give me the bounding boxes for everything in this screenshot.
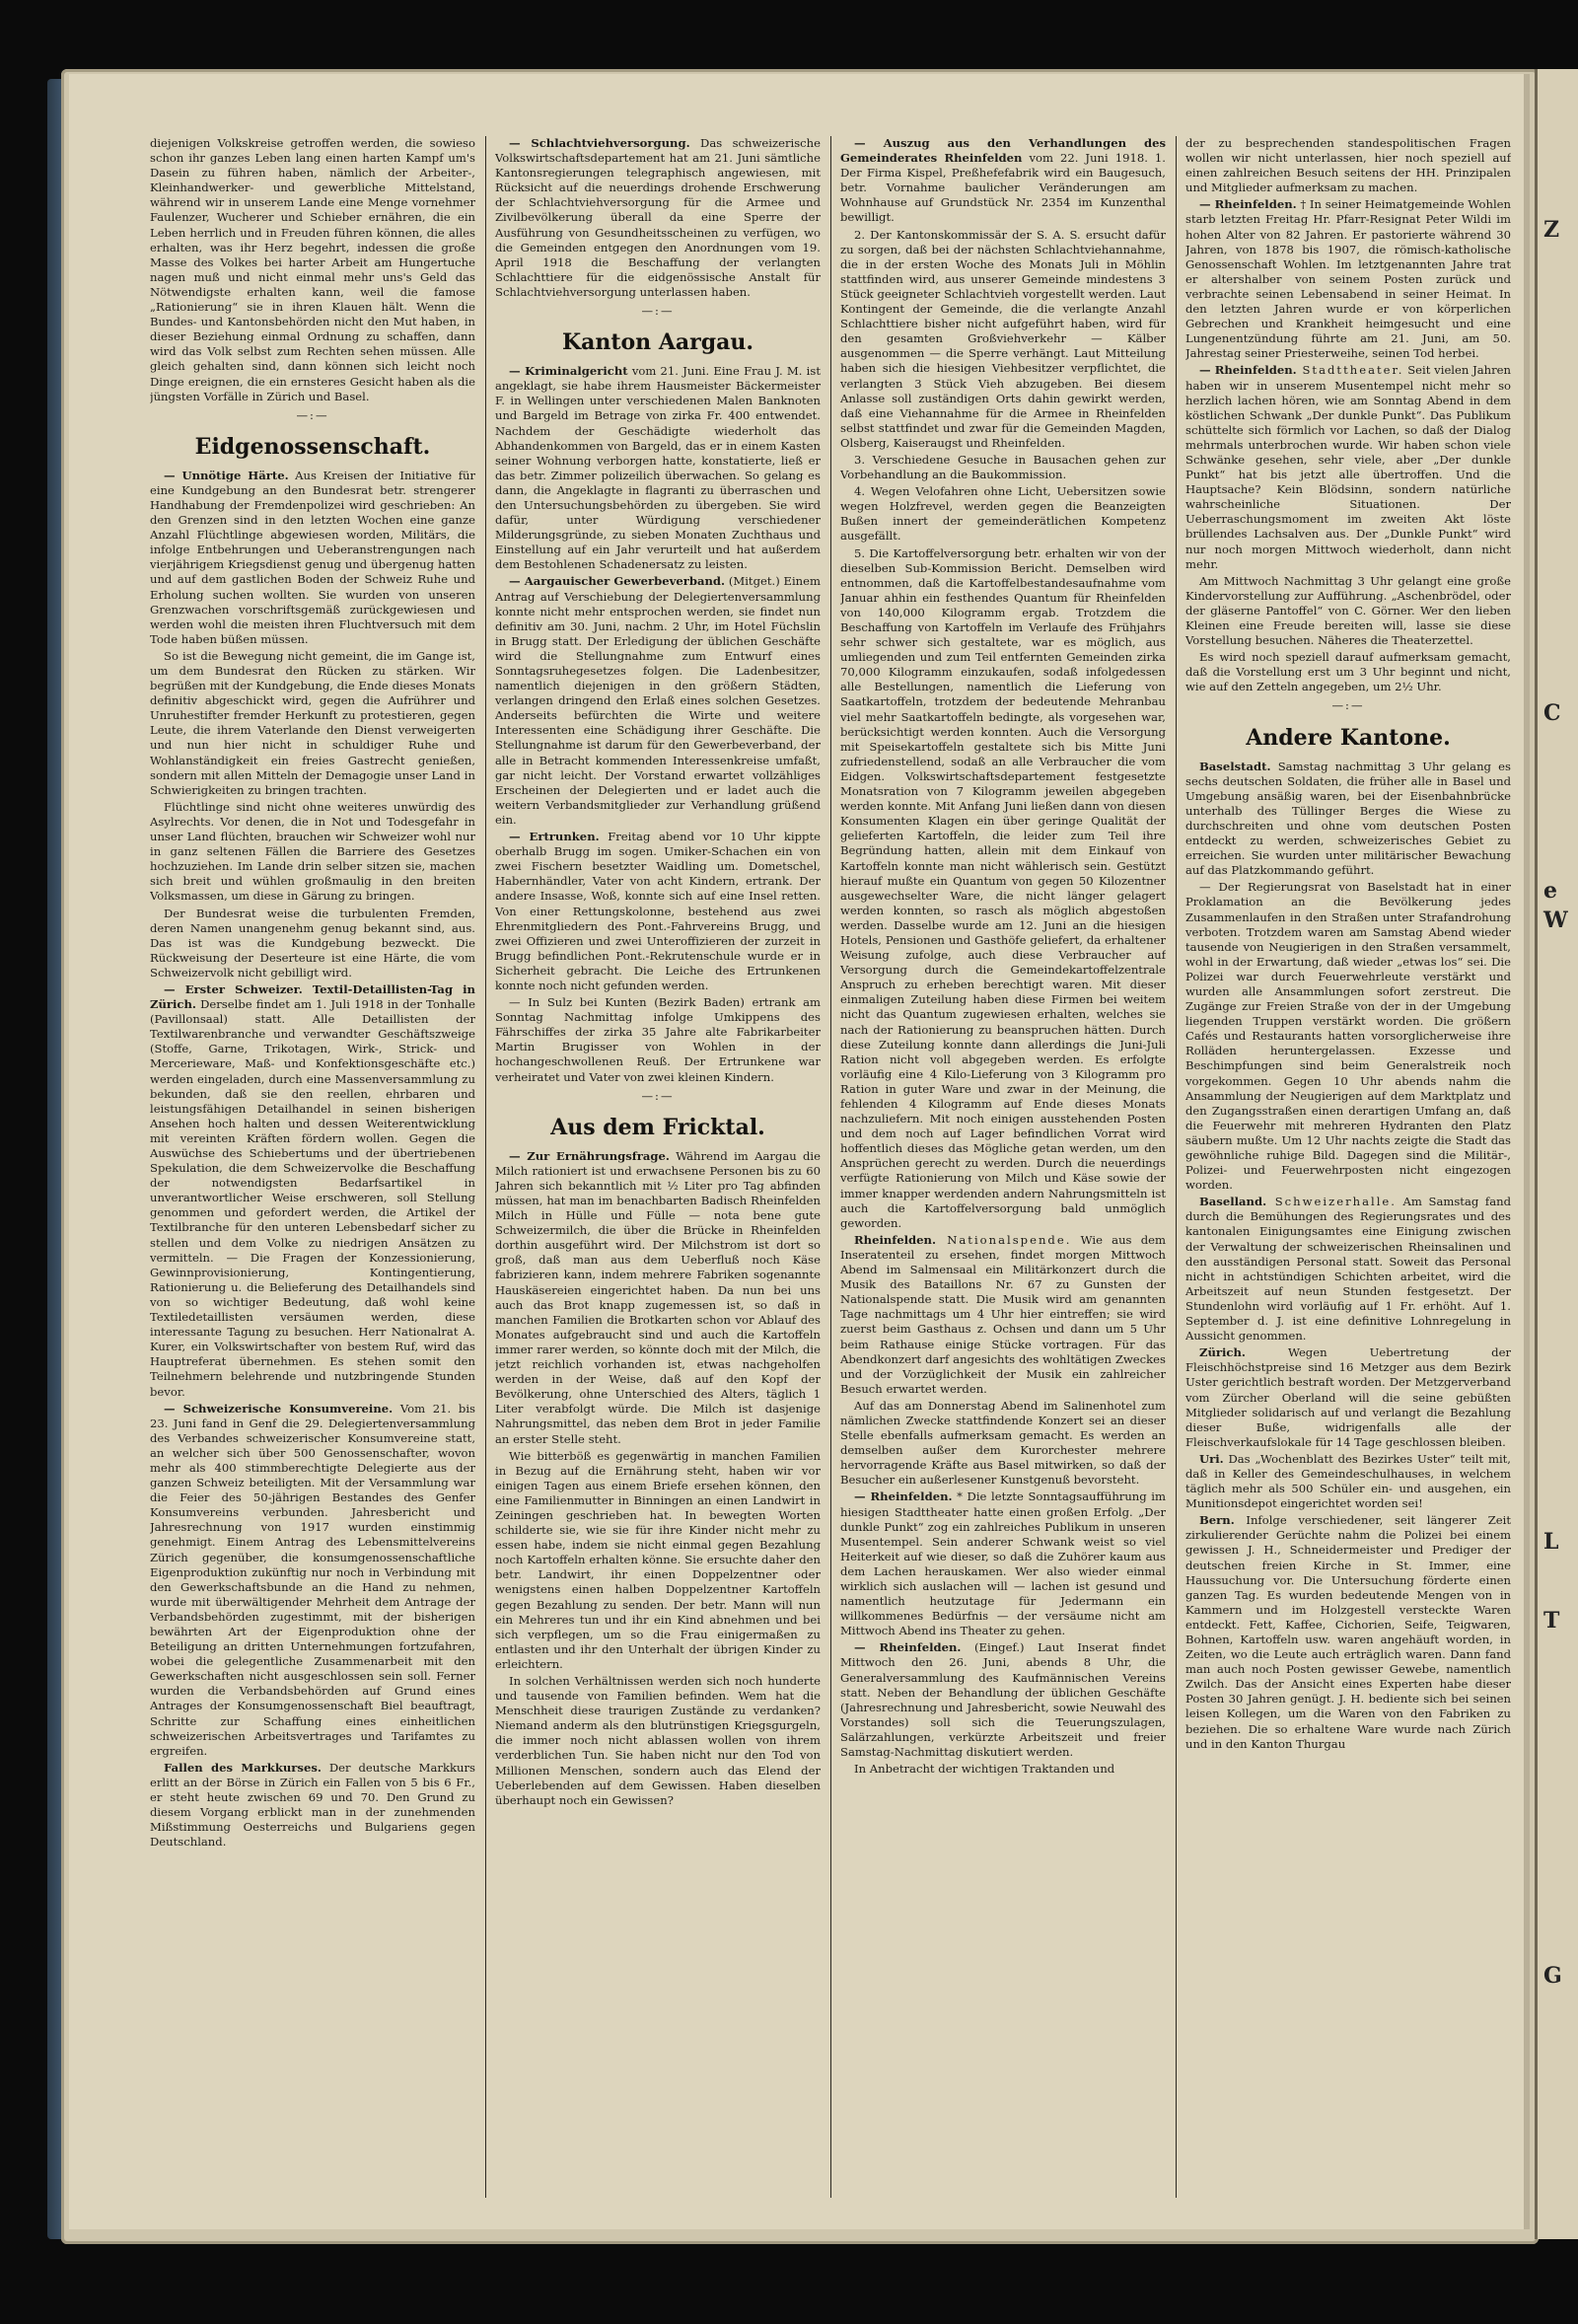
article-lead: — Erster Schweizer. Textil-Detaillisten-Tag in Zürich. (150, 981, 475, 1012)
article-lead: — Schlachtviehversorgung. (509, 136, 690, 150)
article-body: Während im Aargau die Milch rationiert ist und erwachsene Personen bis zu 60 Jahren sich bekanntlich mit ½ Liter pro Tag abfinden müssen, hat man im benachbarten Badisch Rheinfelden Milch in Hülle und Fülle — nota bene gute Schweizermilch, die über die Brücke in Rheinfelden dorthin ausgeführt wird. Der Milchstrom ist dort so groß, daß man aus dem Ueberfluß noch Käse fabrizieren kann, indem mehrere Fabriken sogenannte Hauskäsereien eingerichtet haben. Da nun bei uns auch das Brot knapp zugemessen ist, so daß in manchen Familien die Brotkarten schon vor Ablauf des Monates aufgebraucht sind und auch die Kartoffeln immer rarer werden, so könnte doch mit der Milch, die jetzt reichlich vorhanden ist, etwas nachgeholfen werden in der Weise, daß auf den Kopf der Bevölkerung, ohne Unterschied des Alters, täglich 1 Liter verabfolgt würde. Die Milch ist dasjenige Nahrungsmittel, das neben dem Brot in jeder Familie an erster Stelle steht. (495, 1148, 821, 1446)
article-lead: — Rheinfelden. (854, 1640, 962, 1655)
article (150, 1761, 475, 1851)
article-lead: Zürich. (1199, 1345, 1246, 1360)
paragraph: Auf das am Donnerstag Abend im Salinenhotel zum nämlichen Zwecke stattfindende Konzert sei an dieser Stelle ebenfalls aufmerksam gemacht. Es werden an demselben außer dem Kurorchester mehrere hervorragende Kräfte aus Basel mitwirken, so daß der Besucher ein außerlesener Kunstgenuß bevorsteht. (840, 1398, 1166, 1488)
column-rule (1176, 136, 1177, 2198)
article-body: Am Samstag fand durch die Bemühungen des Regierungsrates und des kantonalen Einigungsamtes eine Einigung zwischen der Verwaltung der schweizerischen Rheinsalinen und den ausständigen Personal statt. Soweit das Personal nicht in achtstündigen Schichten arbeitet, wird die Arbeitszeit auf neun Stunden festgesetzt. Der Stundenlohn wird vorläufig auf 1 Fr. erhöht. Auf 1. September d. J. ist eine definitive Lohnregelung in Aussicht genommen. (1185, 1195, 1511, 1344)
article (495, 574, 821, 828)
paragraph: diejenigen Volkskreise getroffen werden, die sowieso schon ihr ganzes Leben lang einen harten Kampf um's Dasein zu führen haben, nämlich der Arbeiter-, Kleinhandwerker- und gewerbliche Mittelstand, während wir in unserem Lande eine Menge vornehmer Faulenzer, Wucherer und Schieber ernähren, die ein Leben herrlich und in Freuden führen können, die alles erhalten, was ihr Herz begehrt, indessen die große Masse des Volkes bei harter Arbeit am Hungertuche nagen muß und nicht einmal mehr uns's Geld das Nötwendigste erhalten kann, weil die famose „Rationierung“ sie in ihren Klauen hält. Wenn die Bundes- und Kantonsbehörden nicht den Mut haben, in dieser Beziehung einmal Ordnung zu schaffen, dann wird das Volk selbst zum Rechten sehen müssen. Alle gleich gehalten sind, dann können sich leicht noch Dinge ereignen, die ein ernsteres Gesicht haben als die jüngsten Vorfälle in Zürich und Basel. (150, 136, 475, 403)
article (1185, 1513, 1511, 1752)
article-subject: Schweizerhalle. (1266, 1195, 1397, 1209)
facing-fragment: G (1543, 1963, 1562, 1989)
article-body: Das schweizerische Volkswirtschaftsdepartement hat am 21. Juni sämtliche Kantonsregierungen telegraphisch angewiesen, mit Rücksicht auf die neuerdings drohende Erschwerung der Schlachtviehversorgung für die Armee und Zivilbevölkerung überall da eine Sperre der Ausführung von Gesundheitsscheinen zu verfügen, wo die Gemeinden entgegen den Anordnungen vom 19. April 1918 die Beschaffung der verlangten Schlachttiere für die eidgenössische Anstalt für Schlachtviehversorgung unterlassen haben. (495, 136, 821, 299)
article (150, 982, 475, 1400)
paragraph: 3. Verschiedene Gesuche in Bausachen gehen zur Vorbehandlung an die Baukommission. (840, 452, 1166, 482)
article (1185, 760, 1511, 879)
article (1185, 363, 1511, 571)
article-lead: — Kriminalgericht (509, 364, 628, 379)
article (150, 469, 475, 647)
column-3 (840, 136, 1166, 2198)
article-lead: — Zur Ernährungsfrage. (509, 1148, 670, 1163)
paragraph: 4. Wegen Velofahren ohne Licht, Uebersitzen sowie wegen Holzfrevel, werden gegen die Beanzeigten Bußen innert der gemeinderätlichen Kompetenz ausgefällt. (840, 484, 1166, 544)
paragraph: Flüchtlinge sind nicht ohne weiteres unwürdig des Asylrechts. Vor denen, die in Not und Todesgefahr in unser Land flüchten, brauchen wir Schweizer wohl nur in ganz seltenen Fällen die Barriere des Gesetzes hochzuziehen. Im Lande drin selber sitzen sie, machen sich breit und wühlen großmaulig in den breiten Volksmassen, um diese in Gärung zu bringen. (150, 799, 475, 904)
facing-fragment: W (1543, 908, 1568, 933)
paragraph: der zu besprechenden standespolitischen Fragen wollen wir nicht unterlassen, hier noch speziell auf einen zahlreichen Besuch seitens der HH. Prinzipalen und Mitglieder aufmerksam zu machen. (1185, 136, 1511, 195)
separator: —:— (641, 304, 675, 319)
article-body: Vom 21. bis 23. Juni fand in Genf die 29. Delegiertenversammlung des Verbandes schweizerischer Konsumvereine statt, an welcher sich über 500 Genossenschafter, wovon mehr als 400 stimmberechtigte Delegierte aus der ganzen Schweiz beteiligten. Mit der Versammlung war die Feier des 50-jährigen Bestandes des Genfer Konsumvereins verbunden. Jahresbericht und Jahresrechnung von 1917 wurden einstimmig genehmigt. Einem Antrag des Lebensmittelvereins Zürich gegenüber, die konsumgenossenschaftliche Eigenproduktion zukünftig nur noch in Verbindung mit den Gewerkschaftsbunde an die Hand zu nehmen, wurde mit überwältigender Mehrheit dem Antrage der Verbandsbehörden zugestimmt, mit der bisherigen bewährten Art der Eigenproduktion ohne der Beteiligung an dritten Unternehmungen fortzufahren, wobei die gelegentliche Zusammenarbeit mit den Gewerkschaften nicht ausgeschlossen sein soll. Ferner wurden die Verbandsbehörden auf Grund eines Antrages der Konsumgenossenschaft Biel beauftragt, Schritte zur Schaffung eines einheitlichen schweizerischen Arbeitsvertrages und Tarifamtes zu ergreifen. (150, 1401, 475, 1758)
article-body: (Mitget.) Einem Antrag auf Verschiebung der Delegiertenversammlung konnte nicht mehr entsprochen werden, sie findet nun definitiv am 30. Juni, nachm. 2 Uhr, im Hotel Füchslin in Brugg statt. Der Erledigung der üblichen Geschäfte wird die Stellungnahme zum Entwurf eines Sonntagsruhegesetzes folgen. Die Ladenbesitzer, namentlich diejenigen in den größern Städten, verlangen dringend den Erlaß eines solchen Gesetzes. Anderseits befürchten die Wirte und weitere Interessenten eine Schädigung ihrer Geschäfte. Die Stellungnahme ist darum für den Gewerbeverband, der alle in Betracht kommenden Interessenkreise umfaßt, gar nicht leicht. Der Vorstand erwartet vollzähliges Erscheinen der Delegierten und er ladet auch die weitern Verbandsmitglieder zur Verhandlung grüßend ein. (495, 574, 821, 827)
article-body: Infolge verschiedener, seit längerer Zeit zirkulierender Gerüchte nahm die Polizei bei einem gewissen J. H., Schneidermeister und Prediger der deutschen freien Kirche in St. Immer, eine Haussuchung vor. Die Untersuchung förderte einen ganzen Tag. Es wurden bedeutende Mengen von in Kammern und im Holzgestell versteckte Waren entdeckt. Fett, Kaffee, Cichorien, Seife, Teigwaren, Bohnen, Kartoffeln usw. waren angehäuft worden, in Zeiten, wo die Leute auch erträglich waren. Dann fand man auch noch Posten gewisser Gewebe, namentlich Zwilch. Das der Ansicht eines Experten habe dieser Posten 30 Jahren genügt. J. H. bediente sich bei seinen leisen Kollegen, um die Waren von den Fabriken zu beziehen. Die so erhaltene Ware wurde nach Zürich und in den Kanton Thurgau (1185, 1513, 1511, 1751)
article-body: Das „Wochenblatt des Bezirkes Uster“ teilt mit, daß in Keller des Gemeindeschulhauses, in welchem täglich mehr als 500 Schüler ein- und ausgehen, ein Munitionsdepot eingerichtet worden sei! (1185, 1451, 1511, 1511)
paragraph: Am Mittwoch Nachmittag 3 Uhr gelangt eine große Kindervorstellung zur Aufführung. „Aschenbrödel, oder der gläserne Pantoffel“ von C. Görner. Wer den lieben Kleinen eine Freude bereiten will, lasse sie diese Vorstellung besuchen. Näheres die Theaterzettel. (1185, 573, 1511, 648)
article-lead: Uri. (1199, 1451, 1224, 1466)
column-2 (495, 136, 821, 2198)
article-body: Der deutsche Markkurs erlitt an der Börse in Zürich ein Fallen von 5 bis 6 Fr., er steht heute zwischen 69 und 70. Den Grund zu diesem Vorgang erblickt man in der zunehmenden Mißstimmung Oesterreichs und Bulgariens gegen Deutschland. (150, 1760, 475, 1850)
article-body: Seit vielen Jahren haben wir in unserem Musentempel nicht mehr so herzlich lachen hören, wie am Sonntag Abend in dem köstlichen Schwank „Der dunkle Punkt“. Das Publikum schüttelte sich förmlich vor Lachen, so daß der Dialog mehrmals unterbrochen wurde. Wir haben schon viele Schwänke gesehen, sehr viele, aber „Der dunkle Punkt“ hat bis jetzt alle übertroffen. Und die Hauptsache? Kein Blödsinn, sondern natürliche wahrscheinliche Situationen. Der Ueberraschungsmoment im zweiten Akt löste brüllendes Lachsalven aus. Der „Dunkle Punkt“ wird nur noch morgen Mittwoch wiederholt, dann nicht mehr. (1185, 363, 1511, 571)
article-body: Aus Kreisen der Initiative für eine Kundgebung an den Bundesrat betr. strengerer Handhabung der Fremdenpolizei wird geschrieben: An den Grenzen sind in den letzten Wochen eine ganze Anzahl Flüchtlinge abgewiesen worden, Militärs, die infolge Entbehrungen und Ueberanstrengungen nach vierjährigem Kriegsdienst genug und übergenug hatten und auf dem gastlichen Boden der Schweiz Ruhe und Erholung suchen wollten. Sie wurden von unseren Grenzwachen vorschriftsgemäß zurückgewiesen und werden wohl die meisten ihren Fluchtversuch mit dem Tode haben büßen müssen. (150, 468, 475, 646)
paragraph: Der Bundesrat weise die turbulenten Fremden, deren Namen unangenehm genug bekannt sind, aus. Das ist was die Kundgebung bezweckt. Die Rückweisung der Deserteure ist eine Härte, die vom Schweizervolk nicht gebilligt wird. (150, 906, 475, 980)
article-lead: Baselstadt. (1199, 759, 1271, 773)
column-4 (1185, 136, 1511, 2198)
paragraph: So ist die Bewegung nicht gemeint, die im Gange ist, um dem Bundesrat den Rücken zu stärken. Wir begrüßen mit der Kundgebung, die Ende dieses Monats definitiv abgeschickt wird, gegen die Aufrührer und Unruhestifter fremder Herkunft zu protestieren, gegen Leute, die ihrem Vaterlande den Dienst verweigerten und nun hier nicht in schuldiger Ruhe und Wohlanständigkeit ein freies Gastrecht genießen, sondern mit allen Mitteln der Demagogie unser Land in Schwierigkeiten zu bringen trachten. (150, 648, 475, 797)
article (150, 1402, 475, 1759)
column-rule (485, 136, 486, 2198)
paragraph: — In Sulz bei Kunten (Bezirk Baden) ertrank am Sonntag Nachmittag infolge Umkippens des Fährschiffes der zirka 35 Jahre alte Fabrikarbeiter Martin Brugisser von Wohlen in der hochangeschwollenen Reuß. Der Ertrunkene war verheiratet und Vater von zwei kleinen Kindern. (495, 995, 821, 1084)
section-heading-andere-kantone: Andere Kantone. (1246, 724, 1451, 751)
article-body: Samstag nachmittag 3 Uhr gelang es sechs deutschen Soldaten, die früher alle in Basel und Umgebung ansäßig waren, bei der Eisenbahnbrücke unterhalb des Tüllinger Berges die Wiese zu durchschreiten und ohne vom deutschen Posten entdeckt zu werden, schweizerisches Gebiet zu erreichen. Sie wurden unter militärischer Bewachung auf das Platzkommando geführt. (1185, 759, 1511, 878)
column-rule (830, 136, 831, 2198)
article-body: vom 22. Juni 1918. 1. Der Firma Kispel, Preßhefefabrik wird ein Baugesuch, betr. Vornahme baulicher Veränderungen am Wohnhause auf Grundstück Nr. 2354 im Kunzenthal bewilligt. (840, 151, 1166, 225)
article-body: Wie aus dem Inseratenteil zu ersehen, findet morgen Mittwoch Abend im Salmensaal ein Militärkonzert durch die Musik des Bataillons Nr. 67 zu Gunsten der Nationalspende statt. Die Musik wird am genannten Tage nachmittags um 4 Uhr hier eintreffen; sie wird zuerst beim Gasthaus z. Ochsen und dann um 5 Uhr beim Rathause einige Stücke vortragen. Für das Abendkonzert darf angesichts des wohltätigen Zweckes und der Vorzüglichkeit der Musik ein zahlreicher Besuch erwartet werden. (840, 1232, 1166, 1396)
article (1185, 197, 1511, 361)
paragraph: Wie bitterböß es gegenwärtig in manchen Familien in Bezug auf die Ernährung steht, haben wir vor einigen Tagen aus einem Briefe ersehen können, den eine Familienmutter in Binningen an einen Landwirt in Zeiningen geschrieben hat. In bewegten Worten schilderte sie, wie sie für ihre Kinder nicht mehr zu essen habe, indem sie nicht einmal gegen Bezahlung noch Kartoffeln erhalten könne. Sie ersuchte daher den betr. Landwirt, ihr einen Doppelzentner oder wenigstens einen halben Doppelzentner Kartoffeln gegen Bezahlung zu senden. Der betr. Mann will nun ein Mehreres tun und ihr ein Kind abnehmen und bei sich verpflegen, um so die Frau einigermaßen zu entlasten und ihr den Unterhalt der übrigen Kinder zu erleichtern. (495, 1448, 821, 1671)
article-body: Freitag abend vor 10 Uhr kippte oberhalb Brugg im sogen. Umiker-Schachen ein von zwei Fischern besetzter Waidling um. Dometschel, Habernhändler, Vater von acht Kindern, ertrank. Der andere Insasse, Woß, konnte sich auf eine Insel retten. Von einer Rettungskolonne, bestehend aus zwei Ehrenmitgliedern des Pont.-Fahrvereins Brugg, und zwei Offizieren und zwei Unteroffizieren der zurzeit in Brugg befindlichen Pont.-Rekrutenschule wurde er in Sicherheit gebracht. Die Leiche des Ertrunkenen konnte noch nicht gefunden werden. (495, 830, 821, 992)
article-lead: — Ertrunken. (509, 830, 600, 844)
facing-page-edge (1535, 69, 1578, 2239)
separator: —:— (296, 407, 329, 422)
article (1185, 1345, 1511, 1450)
article-lead: Baselland. (1199, 1195, 1267, 1209)
article-body: Wegen Uebertretung der Fleischhöchstpreise sind 16 Metzger aus dem Bezirk Uster gerichtlich bestraft worden. Der Metzgerverband vom Zürcher Oberland will die seine gebüßten Mitglieder solidarisch auf und verlangt die Bezahlung dieser Buße, widrigenfalls alle der Fleischverkaufslokale für 14 Tage geschlossen bleiben. (1185, 1345, 1511, 1449)
article-lead: — Auszug aus den Verhandlungen des Gemeinderates Rheinfelden (840, 136, 1166, 166)
article (495, 1149, 821, 1447)
separator: —:— (1331, 698, 1365, 713)
page-content (150, 136, 1516, 2198)
paragraph: In solchen Verhältnissen werden sich noch hunderte und tausende von Familien befinden. Wem hat die Menschheit diese traurigen Zustände zu verdanken? Niemand anderm als den blutrünstigen Kriegsgurgeln, die immer noch nicht ablassen wollen von ihrem verderblichen Tun. Sie haben nicht nur den Tod von Millionen Menschen, sondern auch das Elend der Ueberlebenden auf dem Gewissen. Haben dieselben überhaupt noch ein Gewissen? (495, 1674, 821, 1807)
separator: —:— (641, 1088, 675, 1103)
article-lead: — Unnötige Härte. (164, 468, 289, 482)
facing-fragment: C (1543, 700, 1561, 726)
facing-fragment: L (1543, 1529, 1559, 1555)
article-subject: Stadttheater. (1296, 363, 1404, 378)
article-lead: — Aargauischer Gewerbeverband. (509, 574, 726, 589)
article-body: * Die letzte Sonntagsaufführung im hiesigen Stadttheater hatte einen großen Erfolg. „Der dunkle Punkt“ zog ein zahlreiches Publikum in unseren Musentempel. Sein anderer Schwank weist so viel Heiterkeit auf wie dieser, so daß die Zuhörer kaum aus dem Lachen herauskamen. Wer also wieder einmal wirklich sich auslachen will — lachen ist gesund und namentlich heutzutage für Jedermann ein willkommenes Bedürfnis — der versäume nicht am Mittwoch Abend ins Theater zu gehen. (840, 1489, 1166, 1638)
article (495, 136, 821, 300)
article-lead: — Rheinfelden. (1199, 197, 1297, 212)
article-lead: Fallen des Markkurses. (164, 1760, 322, 1775)
article-lead: — Rheinfelden. (1199, 363, 1297, 378)
article-body: (Eingef.) Laut Inserat findet Mittwoch den 26. Juni, abends 8 Uhr, die Generalversammlung des Kaufmännischen Vereins statt. Neben der Behandlung der üblichen Geschäfte (Jahresrechnung und Jahresbericht, sowie Neuwahl des Vorstandes) soll sich die Teuerungszulagen, Salärzahlungen, verkürzte Arbeitszeit und freier Samstag-Nachmittag diskutiert werden. (840, 1640, 1166, 1760)
article (495, 830, 821, 993)
section-heading-fricktal: Aus dem Fricktal. (550, 1114, 765, 1140)
paragraph: 5. Die Kartoffelversorgung betr. erhalten wir von der dieselben Sub-Kommission Bericht. Demselben wird entnommen, daß die Kartoffelbestandesaufnahme vom Januar ahhin ein festhendes Quantum für Rheinfelden von 140,000 Kilogramm ergab. Trotzdem die Beschaffung von Kartoffeln im Verlaufe des Frühjahrs sehr schwer sich gestaltete, war es möglich, aus umliegenden und zum Teil entfernten Gemeinden zirka 70,000 Kilogramm einzukaufen, sodaß infolgedessen alle Bestellungen, namentlich die Lieferung von Saatkartoffeln, trotzdem der bedeutende Mehranbau viel mehr Saatkartoffeln bedingte, als vorgesehen war, berücksichtigt werden konnten. Auch die Versorgung mit Speisekartoffeln gestaltete sich bis Mitte Juni zufriedenstellend, sodaß an alle Verbraucher die vom Eidgen. Volkswirtschaftsdepartement festgesetzte Monatsration von 7 Kilogramm jeweilen abgegeben werden konnte. Mit Anfang Juni ließen dann von diesen Konsumenten Klagen ein über geringe Qualität der gelieferten Kartoffeln, die leider zum Teil ihre Begründung hatten, allein mit dem Einkauf von Kartoffeln konnte man nicht wählerisch sein. Gestützt hierauf mußte ein Quantum von gegen 50 Kilozentner ausgewechselter Ware, die nicht länger gelagert werden konnten, so rasch als möglich abgestoßen werden. Dasselbe wurde am 12. Juni an die hiesigen Hotels, Pensionen und Gasthöfe geliefert, da erhaltener Weisung zufolge, auch diese Verbraucher auf Versorgung durch die Gemeindekartoffelzentrale Anspruch zu erheben berechtigt waren. Mit dieser einmaligen Zuteilung haben diese Firmen bei weitem nicht das Quantum zugewiesen erhalten, welches sie nach der Rationierung zu beanspruchen hätten. Durch diese Zuteilung konnte dann allerdings die Juni-Juli Ration nicht voll abgegeben werden. Es erfolgte vorläufig eine 4 Kilo-Lieferung von 3 Kilogramm pro Ration in guter Ware und zwar in der Meinung, die fehlenden 4 Kilogramm auf Ende dieses Monats nachzuliefern. Mit noch einigen ausstehenden Posten und dem noch auf Lager befindlichen Vorrat wird hoffentlich dieses das Mögliche getan werden, um den Ansprüchen gerecht zu werden. Durch die neuerdings verfügte Rationierung von Milch und Käse sowie der immer knapper werdenden andern Nahrungsmitteln ist auch die Kartoffelversorgung bald unmöglich geworden. (840, 545, 1166, 1230)
article-body: vom 21. Juni. Eine Frau J. M. ist angeklagt, sie habe ihrem Hausmeister Bäckermeister F. in Wellingen unter verschiedenen Malen Banknoten und Bargeld im Betrage von zirka Fr. 400 entwendet. Nachdem der Geschädigte wiederholt das Abhandenkommen von Bargeld, das er in einem Kasten seiner Wohnung verborgen hatte, konstatierte, ließ er das betr. Zimmer polizeilich überwachen. So gelang es dann, die Angeklagte in flagranti zu überraschen und den Untersuchungsbehörden zu übergeben. Sie wird dafür, unter Würdigung verschiedener Milderungsgründe, zu sieben Monaten Zuchthaus und Einstellung auf ein Jahr verurteilt und hat außerdem dem Bestohlenen Schadenersatz zu leisten. (495, 364, 821, 572)
article (495, 364, 821, 572)
article-lead: Bern. (1199, 1513, 1235, 1528)
article-body: † In seiner Heimatgemeinde Wohlen starb letzten Freitag Hr. Pfarr-Resignat Peter Wildi im hohen Alter von 82 Jahren. Er pastorierte während 30 Jahren, von 1878 bis 1907, die römisch-katholische Genossenschaft Wohlen. Im letztgenannten Jahre trat er altershalber von seinem Posten zurück und verbrachte seinen Lebensabend in seiner Heimat. In den letzten Jahren wurde er von körperlichen Gebrechen und Krankheit heimgesucht und eine Lungenentzündung führte am 21. Juni, am 50. Jahrestag seiner Priesterweihe, seinen Tod herbei. (1185, 197, 1511, 361)
article (1185, 1452, 1511, 1511)
paragraph: — Der Regierungsrat von Baselstadt hat in einer Proklamation an die Bevölkerung jedes Zusammenlaufen in den Straßen unter Strafandrohung verboten. Trotzdem waren am Samstag Abend wieder tausende von Neugierigen in den Straßen versammelt, wohl in der Erwartung, daß wieder „etwas los“ sei. Die Polizei war durch Feuerwehrleute verstärkt und wurden alle Ansammlungen sofort zerstreut. Die Zugänge zur Freien Straße von der in der Umgebung liegenden Truppen verstärkt worden. Die größern Cafés und Restaurants hatten vorsorglicherweise ihre Rolläden heruntergelassen. Exzesse und Beschimpfungen sind beim Generalstreik noch vorgekommen. Gegen 10 Uhr abends nahm die Ansammlung der Neugierigen auf dem Marktplatz und den Zugangsstraßen einen derartigen Umfang an, daß die Feuerwehr mit mehreren Hydranten den Platz säubern mußte. Um 12 Uhr nachts zeigte die Stadt das gewöhnliche ruhige Bild. Dagegen sind die Militär-, Polizei- und Feuerwehrposten nicht eingezogen worden. (1185, 880, 1511, 1193)
article-subject: Nationalspende. (936, 1232, 1072, 1247)
article-lead: — Rheinfelden. (854, 1489, 953, 1504)
column-1 (150, 136, 475, 2198)
article-lead: — Schweizerische Konsumvereine. (164, 1401, 394, 1416)
article (1185, 1195, 1511, 1344)
section-heading-kanton-aargau: Kanton Aargau. (561, 329, 754, 356)
article (840, 136, 1166, 226)
facing-fragment: Z (1543, 217, 1560, 243)
section-heading-eidgenossenschaft: Eidgenossenschaft. (194, 433, 431, 460)
paragraph: In Anbetracht der wichtigen Traktanden und (854, 1762, 1115, 1777)
facing-fragment: e (1543, 878, 1557, 904)
paragraph: 2. Der Kantonskommissär der S. A. S. ersucht dafür zu sorgen, daß bei der nächsten Schlachtviehannahme, die in der ersten Woche des Monats Juli in Möhlin stattfinden wird, aus unserer Gemeinde mindestens 3 Stück geeigneter Schlachtvieh vorgestellt werden. Laut Kontingent der Gemeinde, die die verlangte Anzahl Schlachttiere bisher nicht aufgeführt haben, wird für den gesamten Großviehverkehr — Kälber ausgenommen — die Sperre verhängt. Laut Mitteilung haben sich die hiesigen Viehbesitzer verpflichtet, die verlangten 3 Stück Vieh abzugeben. Bei diesem Anlasse soll zuständigen Orts dahin gewirkt werden, daß eine Viehannahme für die Armee in Rheinfelden selbst stattfindet und zwar für die Gemeinden Magden, Olsberg, Kaiseraugst und Rheinfelden. (840, 227, 1166, 450)
article (840, 1489, 1166, 1638)
article (840, 1233, 1166, 1397)
paragraph: Es wird noch speziell darauf aufmerksam gemacht, daß die Vorstellung erst um 3 Uhr beginnt und nicht, wie auf den Zetteln angegeben, um 2½ Uhr. (1185, 650, 1511, 694)
article (840, 1640, 1166, 1760)
facing-fragment: T (1543, 1608, 1560, 1634)
article-lead: Rheinfelden. (854, 1232, 936, 1247)
article-body: Derselbe findet am 1. Juli 1918 in der Tonhalle (Pavillonsaal) statt. Alle Detaillisten der Textilwarenbranche und verwandter Geschäftszweige (Stoffe, Garne, Trikotagen, Wirk-, Strick- und Mercerieware, Maß- und Konfektionsgeschäfte etc.) werden eingeladen, durch eine Massenversammlung zu bekunden, daß sie den reellen, ehrbaren und leistungsfähigen Detailhandel in seinen bisherigen Ansehen hoch halten und dessen Weiterentwicklung mit vereinten Kräften fördern wollen. Gegen die Auswüchse des Schiebertums und der übertriebenen Spekulation, die dem Schweizervolke die Beschaffung der notwendigsten Bedarfsartikel in unverantwortlicher Weise erschweren, soll Stellung genommen und gefordert werden, die Artikel der Textilbranche für den unteren Lebensbedarf sicher zu stellen und dem Volke zu niedrigen Ansätzen zu vermitteln. — Die Fragen der Konzessionierung, Gewinnprovisionierung, Kontingentierung, Rationierung u. die Belieferung des Detailhandels sind von so wichtiger Bedeutung, daß wohl keine Textiledetaillisten versäumen werden, diese interessante Tagung zu besuchen. Herr Nationalrat A. Kurer, ein Volkswirtschafter von bestem Ruf, wird das Hauptreferat übernehmen. Es stehen somit den Teilnehmern belehrende und nutzbringende Stunden bevor. (150, 997, 475, 1399)
